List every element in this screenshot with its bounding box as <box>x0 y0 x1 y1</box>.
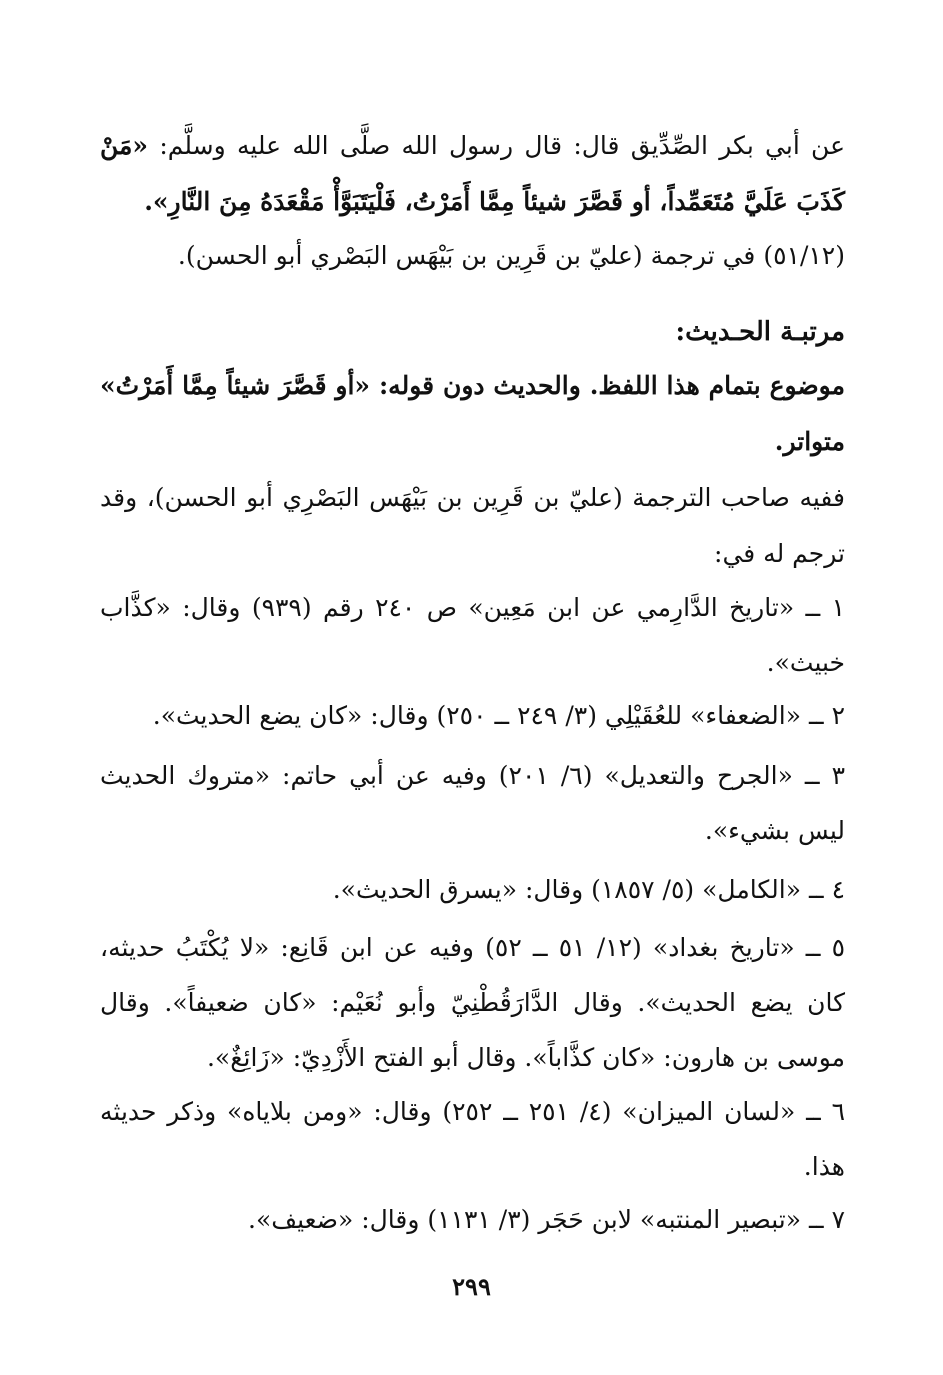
source-item-6: ٦ ــ «لسان الميزان» (٤/ ٢٥١ ــ ٢٥٢) وقال: «ومن بلاياه» وذكر حديثه هذا. <box>100 1097 846 1181</box>
grade-paragraph: موضوع بتمام هذا اللفظ. والحديث دون قوله: «أو قَصَّرَ شيئاً مِمَّا أَمَرْتُ» متواتر. <box>100 371 845 456</box>
source-item-3: ٣ ــ «الجرح والتعديل» (٦/ ٢٠١) وفيه عن أبي حاتم: «متروك الحديث ليس بشيء». <box>100 761 845 845</box>
reference-text: (٥١/١٢) في ترجمة (عليّ بن قَرِين بن بَيْهَس البَصْري أبو الحسن). <box>177 241 845 270</box>
hadith-paragraph <box>100 118 845 230</box>
source-item-2: ٢ ــ «الضعفاء» للعُقَيْلِي (٣/ ٢٤٩ ــ ٢٥٠) وقال: «كان يضع الحديث». <box>152 701 845 730</box>
page-number: ٢٩٩ <box>452 1272 491 1301</box>
hadith-intro: عن أبي بكر الصِّدِّيق قال: قال رسول الله صلَّى الله عليه وسلَّم: <box>148 131 845 160</box>
source-item-5: ٥ ــ «تاريخ بغداد» (١٢/ ٥١ ــ ٥٢) وفيه عن ابن قَانِع: «لا يُكْتَبُ حديثه، كان يضع الحديث». وقال الدَّارَقُطْنِيّ وأبو نُعَيْم: «كان ضعيفاً». وقال موسى بن هارون: «كان كذَّاباً». وقال أبو الفتح الأَزْدِيّ: «زَائِغٌ». <box>100 933 845 1072</box>
hadith-quote: «مَنْ كَذَبَ عَلَيَّ مُتَعَمِّداً، أو قَصَّرَ شيئاً مِمَّا أَمَرْتُ، فَلْيَتَبَوَّأْ مَقْعَدَهُ مِنَ النَّارِ». <box>100 131 845 216</box>
section-heading: مرتبـة الحـديث: <box>675 317 845 347</box>
source-item-4: ٤ ــ «الكامل» (٥/ ١٨٥٧) وقال: «يسرق الحديث». <box>332 875 845 904</box>
source-item-7: ٧ ــ «تبصير المنتبه» لابن حَجَر (٣/ ١١٣١) وقال: «ضعيف». <box>248 1205 845 1234</box>
source-item-1: ١ ــ «تاريخ الدَّارِمي عن ابن مَعِين» ص ٢٤٠ رقم (٩٣٩) وقال: «كذَّاب خبيث». <box>100 593 845 677</box>
reference-line <box>100 228 845 284</box>
subject-paragraph: ففيه صاحب الترجمة (عليّ بن قَرِين بن بَيْهَس البَصْرِي أبو الحسن)، وقد ترجم له في: <box>100 483 845 568</box>
